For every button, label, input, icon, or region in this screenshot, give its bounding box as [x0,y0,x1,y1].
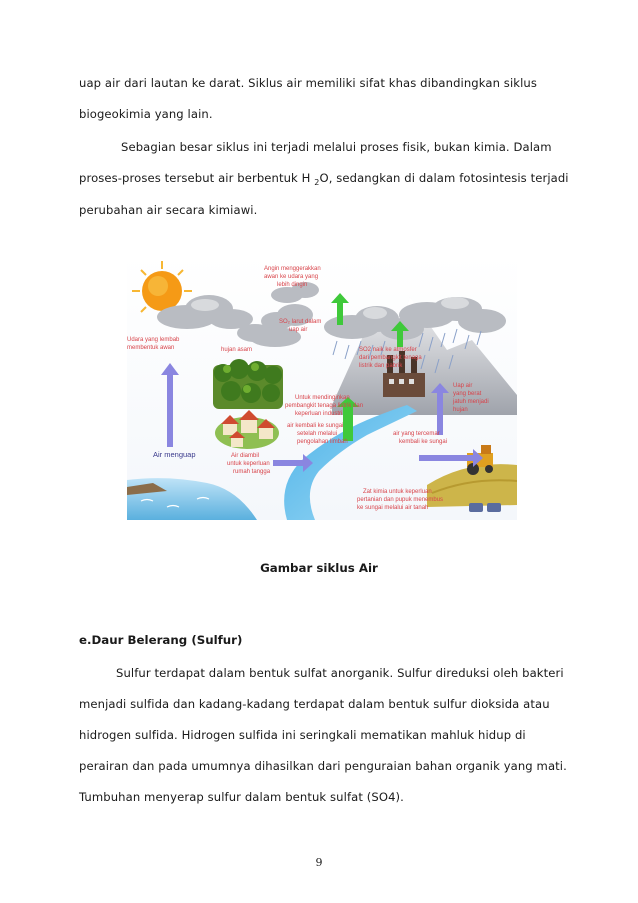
forest [213,359,283,409]
label-cooling-3: keperluan industri [295,411,343,417]
label-falls-3: jatuh menjadi [453,399,489,405]
label-back-river-2: setelah melalui [297,431,338,437]
label-chemicals-1: Zat kimia untuk keperluan [363,489,432,495]
label-so2-rise-3: listrik dan pabrik [359,363,403,369]
label-falls-1: Uap air [453,383,473,389]
paragraph2-line3: perubahan air secara kimiawi. [79,203,258,217]
paragraph3-line1: Sulfur terdapat dalam bentuk sulfat anorganik. Sulfur direduksi oleh bakteri [116,666,564,680]
paragraph1-line2: biogeokimia yang lain. [79,107,213,121]
label-falls-2: yang berat [453,391,482,397]
label-wind-3: lebih dingin [277,282,308,288]
label-wind-1: Angin menggerakkan [264,266,321,272]
subscript-2: 2 [314,178,320,187]
paragraph3-line2: menjadi sulfida dan kadang-kadang terdapat dalam bentuk sulfur dioksida atau [79,697,550,711]
label-acid-rain: hujan asam [221,347,253,353]
label-humid-1: Udara yang lembab [127,337,180,343]
label-humid-2: membentuk awan [127,345,175,351]
figure-caption: Gambar siklus Air [260,561,378,575]
label-polluted-1: air yang tercemar [393,431,440,437]
label-chemicals-3: ke sungai melalui air tanah [357,505,429,511]
label-so2-rise-2: dari pembangkit tenaga [359,355,422,361]
paragraph3-line3: hidrogen sulfida. Hidrogen sulfida ini seringkali mematikan mahluk hidup di [79,728,526,742]
label-household-3: rumah tangga [233,469,271,475]
label-polluted-2: kembali ke sungai [399,439,448,445]
label-so2-water-2: uap air [289,327,308,333]
label-household-1: Air diambil [231,453,260,459]
paragraph3-line4: perairan dan pada umumnya dihasilkan dari penguraian bahan organik yang mati. [79,759,567,773]
label-wind-2: awan ke udara yang [264,274,319,280]
paragraph3-line5: Tumbuhan menyerap sulfur dalam bentuk sulfat (SO4). [79,790,404,804]
label-chemicals-2: pertanian dan pupuk menembus [357,497,444,503]
label-household-2: untuk keperluan [227,461,270,467]
paragraph1-line1: uap air dari lautan ke darat. Siklus air memiliki sifat khas dibandingkan siklus [79,76,537,90]
label-so2-water-1: SO₂ larut dalam [279,319,322,325]
label-cooling-2: pembangkit tenaga listrik dan [285,403,364,409]
label-back-river-3: pengolahan limbah [297,439,348,445]
label-so2-rise-1: SO2 naik ke atmosfer [359,347,417,353]
label-falls-4: hujan [453,407,468,413]
label-back-river-1: air kembali ke sungai [287,423,344,429]
label-cooling-1: Untuk mendinginkan [295,395,350,401]
water-cycle-diagram [127,255,517,520]
paragraph2-line1: Sebagian besar siklus ini terjadi melalui proses fisik, bukan kimia. Dalam [121,140,552,154]
paragraph2-line2 [79,171,569,185]
paragraph2-line2-b: O, sedangkan di dalam fotosintesis terjadi [319,171,569,185]
section-heading: e.Daur Belerang (Sulfur) [79,633,243,647]
paragraph2-line2-a: proses-proses tersebut air berbentuk H [79,171,315,185]
label-evaporate: Air menguap [153,450,196,459]
page-number: 9 [315,856,323,869]
